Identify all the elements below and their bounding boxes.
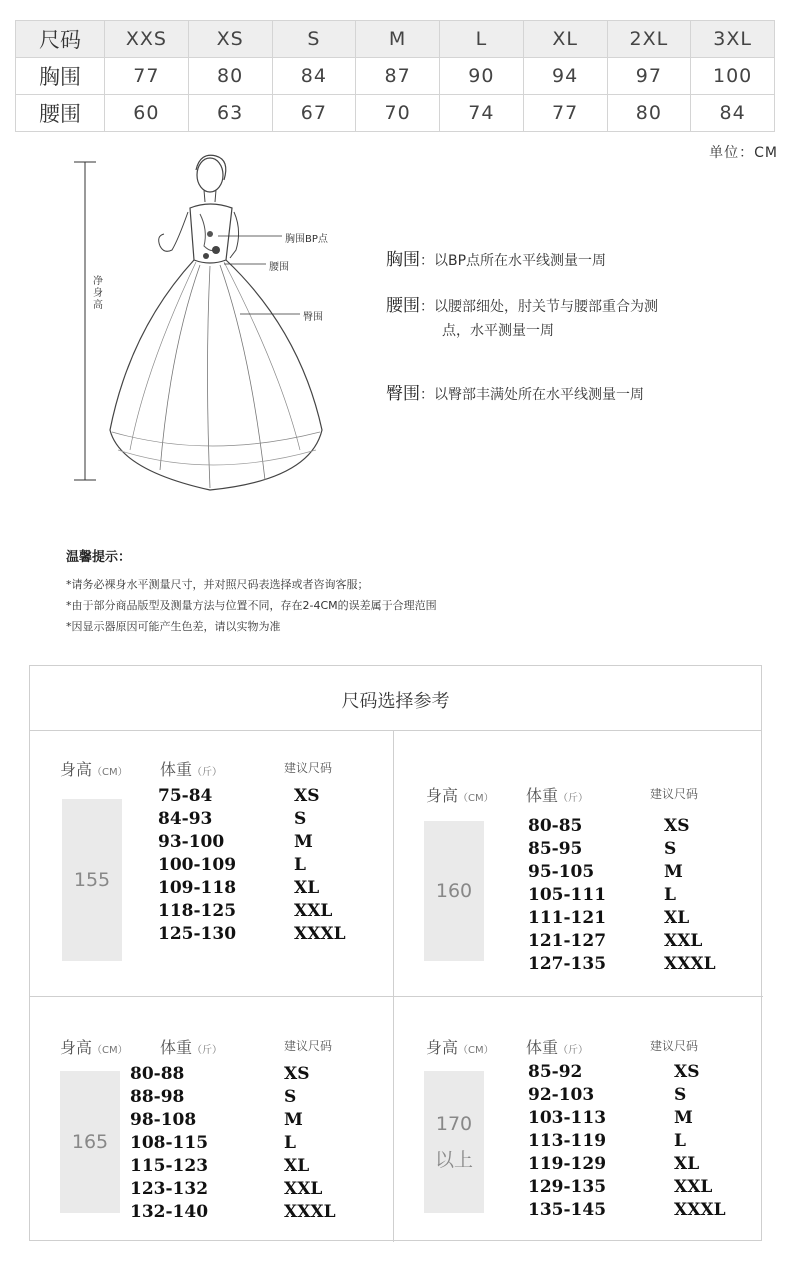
size-cell: XL [523,21,607,58]
suggested-size: M [664,862,683,882]
size-cell: M [356,21,440,58]
height-value: 155 [73,869,111,891]
suggested-size: XXL [294,901,333,921]
definition-text: ：以BP点所在水平线测量一周 [420,253,607,269]
size-list [294,785,346,946]
suggested-size: M [674,1108,693,1128]
definition-text: ：以腰部细处，肘关节与腰部重合为测 [420,299,658,315]
weight-range: 84-93 [158,809,213,829]
size-column-label: 建议尺码 [284,1039,333,1053]
weight-range: 132-140 [130,1202,209,1222]
suggested-size: XXXL [294,924,346,944]
weight-range: 100-109 [158,855,237,875]
size-column-label: 建议尺码 [650,787,699,801]
weight-range: 92-103 [528,1085,595,1105]
weight-range: 135-145 [528,1200,607,1220]
measurement-table [15,20,775,132]
weight-range: 80-88 [130,1064,185,1084]
value-cell: 80 [607,95,691,132]
height-note: 以上 [434,1149,473,1171]
value-cell: 80 [188,58,272,95]
weight-range: 109-118 [158,878,237,898]
height-column-label: 身高（CM） [426,786,494,805]
height-label: 净身高 [93,276,103,311]
weight-column-label: 体重（斤） [160,760,223,779]
row-label: 胸围 [16,58,105,95]
weight-range: 127-135 [528,954,607,974]
suggested-size: S [294,809,307,829]
weight-range: 85-95 [528,839,583,859]
value-cell: 70 [356,95,440,132]
height-value-box [62,799,122,961]
row-label: 腰围 [16,95,105,132]
weight-range: 119-129 [528,1154,607,1174]
suggested-size: S [284,1087,297,1107]
size-cell: S [272,21,356,58]
tip-item: *由于部分商品版型及测量方法与位置不同，存在2-4CM的误差属于合理范围 [66,599,437,612]
suggested-size: S [674,1085,687,1105]
definition-hip [386,382,644,407]
suggested-size: XL [294,878,320,898]
value-cell: 90 [440,58,524,95]
size-cell: XXS [105,21,189,58]
height-column-label: 身高（CM） [60,1038,128,1057]
weight-range: 85-92 [528,1062,583,1082]
value-cell: 74 [440,95,524,132]
unit-label: 单位：CM [709,145,778,161]
height-value-box [60,1071,120,1213]
height-group-165 [30,997,394,1242]
suggested-size: XS [674,1062,700,1082]
suggested-size: L [664,885,676,905]
value-cell: 97 [607,58,691,95]
weight-range: 129-135 [528,1177,607,1197]
table-row-bust [16,58,775,95]
value-cell: 77 [105,58,189,95]
suggested-size: L [674,1131,686,1151]
weight-range: 93-100 [158,832,225,852]
size-list [284,1063,336,1224]
row-label: 尺码 [16,21,105,58]
height-group-170 [394,997,763,1242]
value-cell: 77 [523,95,607,132]
suggested-size: XXL [674,1177,713,1197]
value-cell: 84 [691,95,775,132]
weight-range: 108-115 [130,1133,209,1153]
weight-list [528,815,606,976]
reference-title: 尺码选择参考 [30,666,761,731]
suggested-size: XL [284,1156,310,1176]
definition-bust [386,248,606,273]
weight-list [528,1061,606,1222]
suggested-size: XXXL [674,1200,726,1220]
suggested-size: XXXL [664,954,716,974]
weight-range: 95-105 [528,862,595,882]
weight-range: 113-119 [528,1131,607,1151]
weight-column-label: 体重（斤） [160,1038,223,1057]
height-column-label: 身高（CM） [60,760,128,779]
weight-list [158,785,236,946]
tip-item: *请务必裸身水平测量尺寸，并对照尺码表选择或者咨询客服； [66,578,369,591]
value-cell: 94 [523,58,607,95]
hip-pointer-label: 臀围 [303,312,323,323]
suggested-size: XL [664,908,690,928]
value-cell: 84 [272,58,356,95]
tip-item: *因显示器原因可能产生色差，请以实物为准 [66,620,281,633]
size-column-label: 建议尺码 [650,1039,699,1053]
height-column-label: 身高（CM） [426,1038,494,1057]
weight-range: 75-84 [158,786,213,806]
value-cell: 60 [105,95,189,132]
value-cell: 100 [691,58,775,95]
value-cell: 87 [356,58,440,95]
height-group-160 [394,731,763,997]
tips-title: 温馨提示： [66,550,132,565]
weight-range: 98-108 [130,1110,197,1130]
definition-term: 腰围 [386,296,420,316]
value-cell: 63 [188,95,272,132]
weight-range: 121-127 [528,931,607,951]
dress-illustration [60,150,390,500]
height-group-155 [30,731,394,997]
weight-column-label: 体重（斤） [526,786,589,805]
suggested-size: XXL [284,1179,323,1199]
suggested-size: XXXL [284,1202,336,1222]
suggested-size: L [294,855,306,875]
suggested-size: XS [664,816,690,836]
table-row-waist [16,95,775,132]
definition-term: 胸围 [386,250,420,270]
value-cell: 67 [272,95,356,132]
size-cell: 2XL [607,21,691,58]
suggested-size: XL [674,1154,700,1174]
bust-point-label: 胸围BP点 [285,234,328,245]
suggested-size: XXL [664,931,703,951]
height-value: 160 [435,880,473,902]
suggested-size: M [294,832,313,852]
definition-text-cont: 点，水平测量一周 [442,323,554,339]
weight-range: 103-113 [528,1108,607,1128]
weight-range: 80-85 [528,816,583,836]
waist-pointer-label: 腰围 [269,262,289,273]
size-column-label: 建议尺码 [284,761,333,775]
weight-list [130,1063,208,1224]
definition-waist [386,294,658,343]
gown-sketch-icon [60,150,390,500]
weight-range: 105-111 [528,885,607,905]
size-list [664,815,716,976]
weight-range: 118-125 [158,901,237,921]
suggested-size: XS [294,786,320,806]
size-cell: XS [188,21,272,58]
table-header-row [16,21,775,58]
size-cell: L [440,21,524,58]
suggested-size: XS [284,1064,310,1084]
weight-range: 115-123 [130,1156,209,1176]
weight-range: 111-121 [528,908,607,928]
height-value: 165 [71,1131,109,1153]
height-value-box [424,1071,484,1213]
suggested-size: M [284,1110,303,1130]
height-value: 170 [435,1113,473,1135]
height-value-box [424,821,484,961]
definition-text: ：以臀部丰满处所在水平线测量一周 [420,387,644,403]
weight-range: 123-132 [130,1179,209,1199]
weight-range: 88-98 [130,1087,185,1107]
suggested-size: S [664,839,677,859]
tips-section [66,546,766,637]
size-cell: 3XL [691,21,775,58]
suggested-size: L [284,1133,296,1153]
weight-column-label: 体重（斤） [526,1038,589,1057]
definition-term: 臀围 [386,384,420,404]
weight-range: 125-130 [158,924,237,944]
size-list [674,1061,726,1222]
size-reference-panel [29,665,762,1241]
